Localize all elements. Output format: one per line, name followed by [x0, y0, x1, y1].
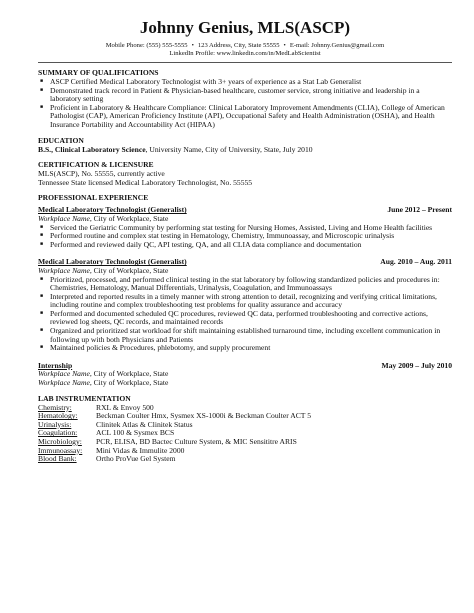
job-workplace	[38, 379, 452, 388]
list-item: ■ Demonstrated track record in Patient & Physician-based healthcare, customer service, strong initiative and leadership in a laboratory setting	[38, 87, 452, 104]
job-bullets	[38, 276, 452, 353]
summary-section	[38, 68, 452, 130]
instrument-list: RXL & Envoy 500	[96, 402, 154, 412]
header-divider	[38, 62, 452, 63]
contact-separator: •	[283, 42, 286, 49]
list-item: ■ Interpreted and reported results in a timely manner with strong attention to detail, recognizing and verifying critical limitations, including routine and complex troubleshooting test problems for quality assurance and accuracy	[38, 293, 452, 310]
certification-line: Tennessee State licensed Medical Laboratory Technologist, No. 55555	[38, 177, 253, 187]
list-item: ■ ASCP Certified Medical Laboratory Technologist with 3+ years of experience as a Stat Lab Generalist	[38, 78, 452, 87]
list-item: ■ Performed routine and complex stat testing in Hematology, Chemistry, Immunoassay, and Microscopic urinalysis	[38, 232, 452, 241]
job-entry	[38, 258, 452, 353]
instrument-category: Coagulation:	[38, 428, 78, 438]
degree: B.S., Clinical Laboratory Science	[38, 144, 146, 154]
linkedin-profile[interactable]: LinkedIn Profile: www.linkedin.com/in/MedLabScientist	[169, 50, 321, 57]
instrument-row	[38, 455, 452, 464]
certification-title: CERTIFICATION & LICENSURE	[38, 160, 154, 170]
workplace-location: , City of Workplace, State	[89, 265, 169, 275]
list-item: ■ Maintained policies & Procedures, phlebotomy, and supply procurement	[38, 344, 452, 353]
instrument-list: Mini Vidas & Immulite 2000	[96, 445, 185, 455]
workplace-location: , City of Workplace, State	[89, 378, 169, 388]
job-bullets	[38, 224, 452, 250]
linkedin-line	[38, 50, 452, 58]
job-entry	[38, 206, 452, 249]
workplace-name: Workplace Name	[38, 369, 90, 379]
summary-list	[38, 78, 452, 130]
list-item: ■ Prioritized, processed, and performed clinical testing in the stat laboratory by following standardized policies and procedures in: Chemistries, Hematology, Manual Differentials, Urinalysis, Coagulation, and Immunoassays	[38, 276, 452, 293]
list-item: ■ Performed and reviewed daily QC, API testing, QA, and all CLIA data compliance and documentation	[38, 241, 452, 250]
list-item: ■ Performed and documented scheduled QC procedures, reviewed QC data, performed troubleshooting and corrective actions, reviewed log sheets, QC records, and maintained records	[38, 310, 452, 327]
certification-line: MLS(ASCP), No. 55555, currently active	[38, 169, 165, 179]
instrument-list: Ortho ProVue Gel System	[96, 454, 176, 464]
job-title: Medical Laboratory Technologist (Generalist)	[38, 257, 187, 267]
list-item: ■ Serviced the Geriatric Community by performing stat testing for Nursing Homes, Assisted, Living and Home Health facilities	[38, 224, 452, 233]
instrument-list: PCR, ELISA, BD Bactec Culture System, & MIC Sensititre ARIS	[96, 437, 297, 446]
job-dates: June 2012 – Present	[387, 205, 452, 215]
job-title: Internship	[38, 360, 73, 370]
instrument-list: Beckman Coulter Hmx, Sysmex XS-1000i & Beckman Coulter ACT 5	[96, 411, 311, 421]
contact-separator: •	[191, 42, 194, 49]
instrumentation-section	[38, 394, 452, 464]
instrument-category: Blood Bank:	[38, 454, 77, 464]
spacer	[38, 353, 452, 358]
education-title: EDUCATION	[38, 135, 84, 145]
experience-section	[38, 193, 452, 387]
instrument-category: Immunoassay:	[38, 445, 83, 455]
instrument-category: Urinalysis:	[38, 419, 72, 429]
email[interactable]: E-mail: Johnny.Genius@gmail.com	[289, 42, 385, 49]
workplace-name: Workplace Name	[38, 213, 90, 223]
list-item: ■ Proficient in Laboratory & Healthcare Compliance: Clinical Laboratory Improvement Amendments (CLIA), College of American Pathologist (CAP), American Proficiency Institute (API), Occupational Safety and Health Administration (OSHA), and Health Insurance Portability and Accountability Act (HIPAA)	[38, 104, 452, 130]
address: 123 Address, City, State 55555	[197, 42, 280, 49]
job-entry	[38, 362, 452, 388]
job-dates: May 2009 – July 2010	[381, 360, 452, 370]
instrument-list: Clinitek Atlas & Clinitek Status	[96, 419, 193, 429]
instrument-category: Hematology:	[38, 411, 78, 421]
contact-line	[38, 42, 452, 50]
mobile-phone: Mobile Phone: (555) 555-5555	[105, 42, 188, 49]
job-dates: Aug. 2010 – Aug. 2011	[380, 257, 452, 267]
degree-detail: , University Name, City of University, State, July 2010	[145, 144, 313, 154]
list-item: ■ Organized and prioritized stat workload for shift maintaining established turnaround time, including excellent communication in following up with both Physicians and Patients	[38, 327, 452, 344]
workplace-name: Workplace Name	[38, 378, 90, 388]
workplace-name: Workplace Name	[38, 265, 90, 275]
certification-section	[38, 160, 452, 187]
instrument-list: ACL 100 & Sysmex BCS	[96, 428, 175, 438]
instrument-category: Microbiology:	[38, 437, 82, 446]
workplace-location: , City of Workplace, State	[89, 213, 169, 223]
job-title: Medical Laboratory Technologist (Generalist)	[38, 205, 187, 215]
summary-title: SUMMARY OF QUALIFICATIONS	[38, 68, 159, 77]
instrument-category: Chemistry:	[38, 402, 72, 412]
workplace-location: , City of Workplace, State	[89, 369, 169, 379]
education-section	[38, 136, 452, 155]
education-line	[38, 146, 452, 155]
spacer	[38, 249, 452, 254]
experience-title: PROFESSIONAL EXPERIENCE	[38, 193, 149, 203]
instrumentation-title: LAB INSTRUMENTATION	[38, 393, 131, 403]
candidate-name: Johnny Genius, MLS(ASCP)	[139, 18, 351, 37]
